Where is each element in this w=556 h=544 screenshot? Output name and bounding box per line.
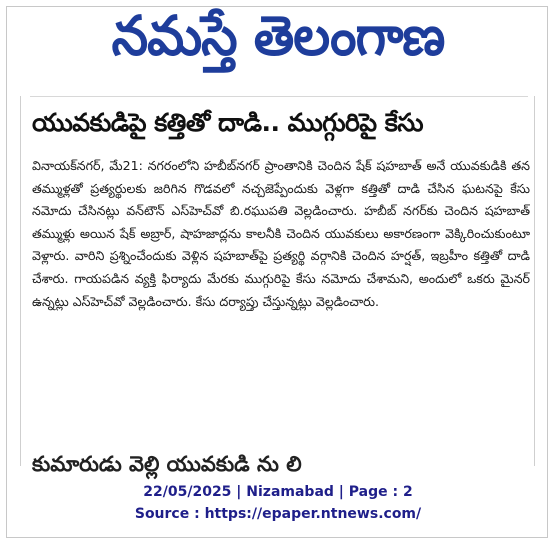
column-rule-right [534,96,535,466]
clipping-meta: 22/05/2025 | Nizamabad | Page : 2 [143,484,413,500]
article-headline: యువకుడిపై కత్తితో దాడి.. ముగ్గురిపై కేసు [32,108,424,137]
article-body: వినాయక్‌నగర్, మే21: నగరంలోని హబీబ్‌నగర్ ప్రాంతానికి చెందిన షేక్ షహబాత్ అనే యువకుడికి తన తమ్ముళ్లతో ప్రత్యర్థులకు జరిగిన గొడవలో నచ్చజెప్పేందుకు వెళ్లగా కత్తితో దాడి చేసిన ఘటనపై కేసు నమోదు చేసినట్లు వన్‌టౌన్ ఎస్‌హెచ్‌వో బి.రఘుపతి వెల్లడించారు. హబీబ్ నగర్‌కు చెందిన షహబాత్ తమ్ముళ్లు అయిన షేక్ అబ్రార్, షాహజాద్లను కాలనీకి చెందిన యువకులు అకారణంగా వెక్కిరించుకుంటూ వెళ్లారు. వారిని ప్రశ్నించేందుకు వెళ్లిన షహబాత్‌పై ప్రత్యర్థి వర్గానికి చెందిన హర్షత్, ఇబ్రహీం కత్తితో దాడి చేశారు. గాయపడిన వ్యక్తి ఫిర్యాదు మేరకు ముగ్గురిపై కేసు నమోదు చేశామని, అందులో ఒకరు మైనర్ ఉన్నట్లు ఎస్‌హెచ్‌వో వెల్లడించారు. కేసు దర్యాప్తు చేస్తున్నట్లు వెల్లడించారు. [32,158,530,309]
newspaper-masthead [0,4,556,78]
next-article-clipped [32,450,302,476]
column-rule-left [20,96,21,466]
clipping-source: Source : https://epaper.ntnews.com/ [134,506,422,522]
masthead-title: నమస్తే తెలంగాణ [111,4,445,68]
divider [30,96,528,97]
next-headline-clipped: కుమారుడు వెల్లి యువకుడి ను లి [32,452,302,476]
